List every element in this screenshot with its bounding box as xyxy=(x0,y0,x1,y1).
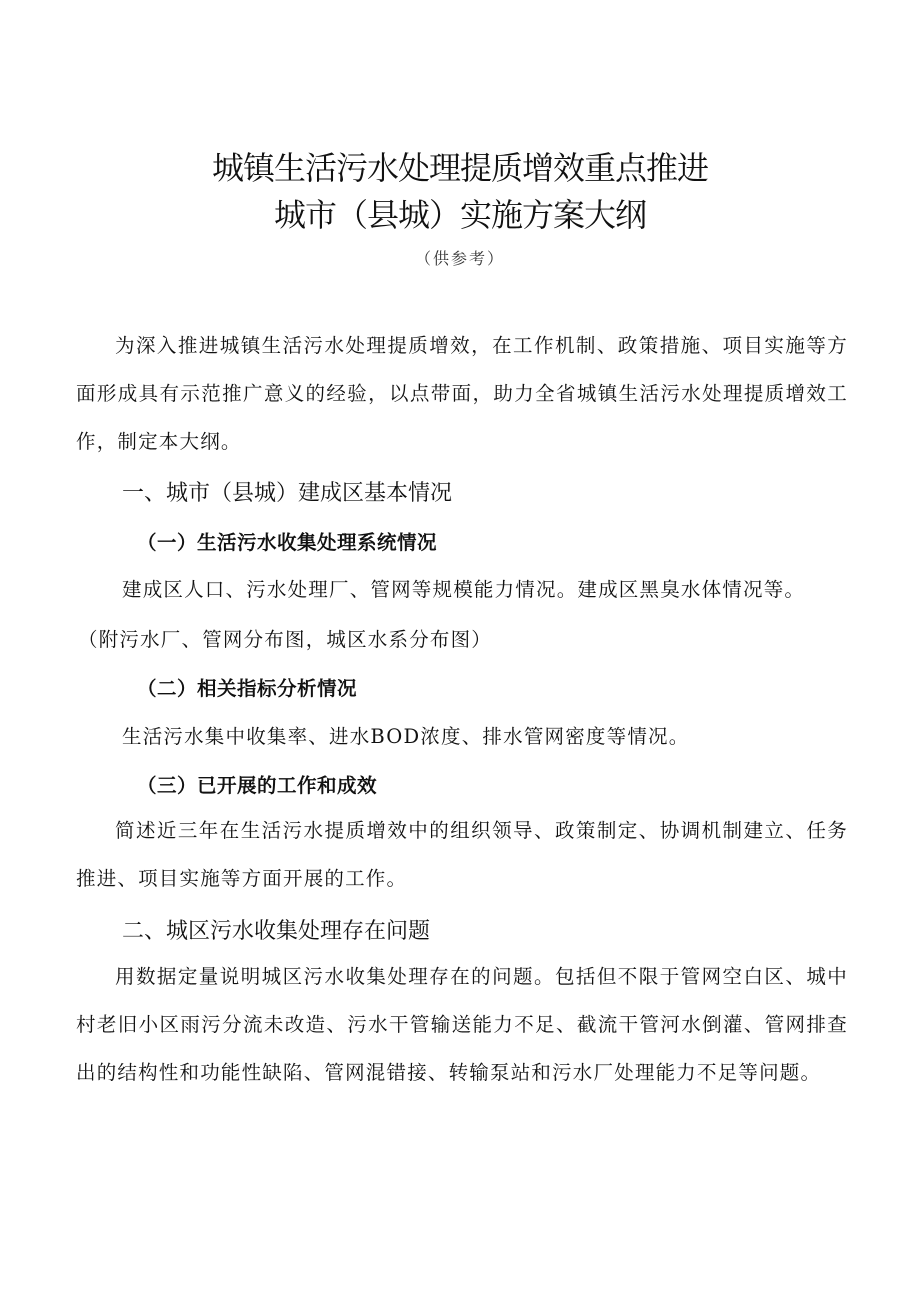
document-subtitle: （供参考） xyxy=(414,249,505,268)
section-1-1-note: （附污水厂、管网分布图，城区水系分布图） xyxy=(78,628,493,651)
section-1-2-text: 生活污水集中收集率、进水BOD浓度、排水管网密度等情况。 xyxy=(122,725,690,748)
section-1-1-text: 建成区人口、污水处理厂、管网等规模能力情况。建成区黑臭水体情况等。 xyxy=(122,578,806,601)
section-1-3-text: 简述近三年在生活污水提质增效中的组织领导、政策制定、协调机制建立、任务推进、项目实施等方面开展的工作。 xyxy=(76,819,848,890)
section-1-3-heading: （三）已开展的工作和成效 xyxy=(137,774,378,797)
section-1-heading: 一、城市（县城）建成区基本情况 xyxy=(122,481,453,506)
section-2-heading: 二、城区污水收集处理存在问题 xyxy=(122,919,431,944)
intro-paragraph: 为深入推进城镇生活污水处理提质增效，在工作机制、政策措施、项目实施等方面形成具有示范推广意义的经验，以点带面，助力全省城镇生活污水处理提质增效工作，制定本大纲。 xyxy=(76,334,848,453)
document-title-line-2: 城市（县城）实施方案大纲 xyxy=(273,196,646,234)
section-2-text: 用数据定量说明城区污水收集处理存在的问题。包括但不限于管网空白区、城中村老旧小区雨污分流未改造、污水干管输送能力不足、截流干管河水倒灌、管网排查出的结构性和功能性缺陷、管网混错接、转输泵站和污水厂处理能力不足等问题。 xyxy=(76,965,848,1084)
section-1-1-heading: （一）生活污水收集处理系统情况 xyxy=(137,531,438,554)
document-title-line-1: 城镇生活污水处理提质增效重点推进 xyxy=(211,149,708,187)
section-1-2-heading: （二）相关指标分析情况 xyxy=(137,677,358,700)
